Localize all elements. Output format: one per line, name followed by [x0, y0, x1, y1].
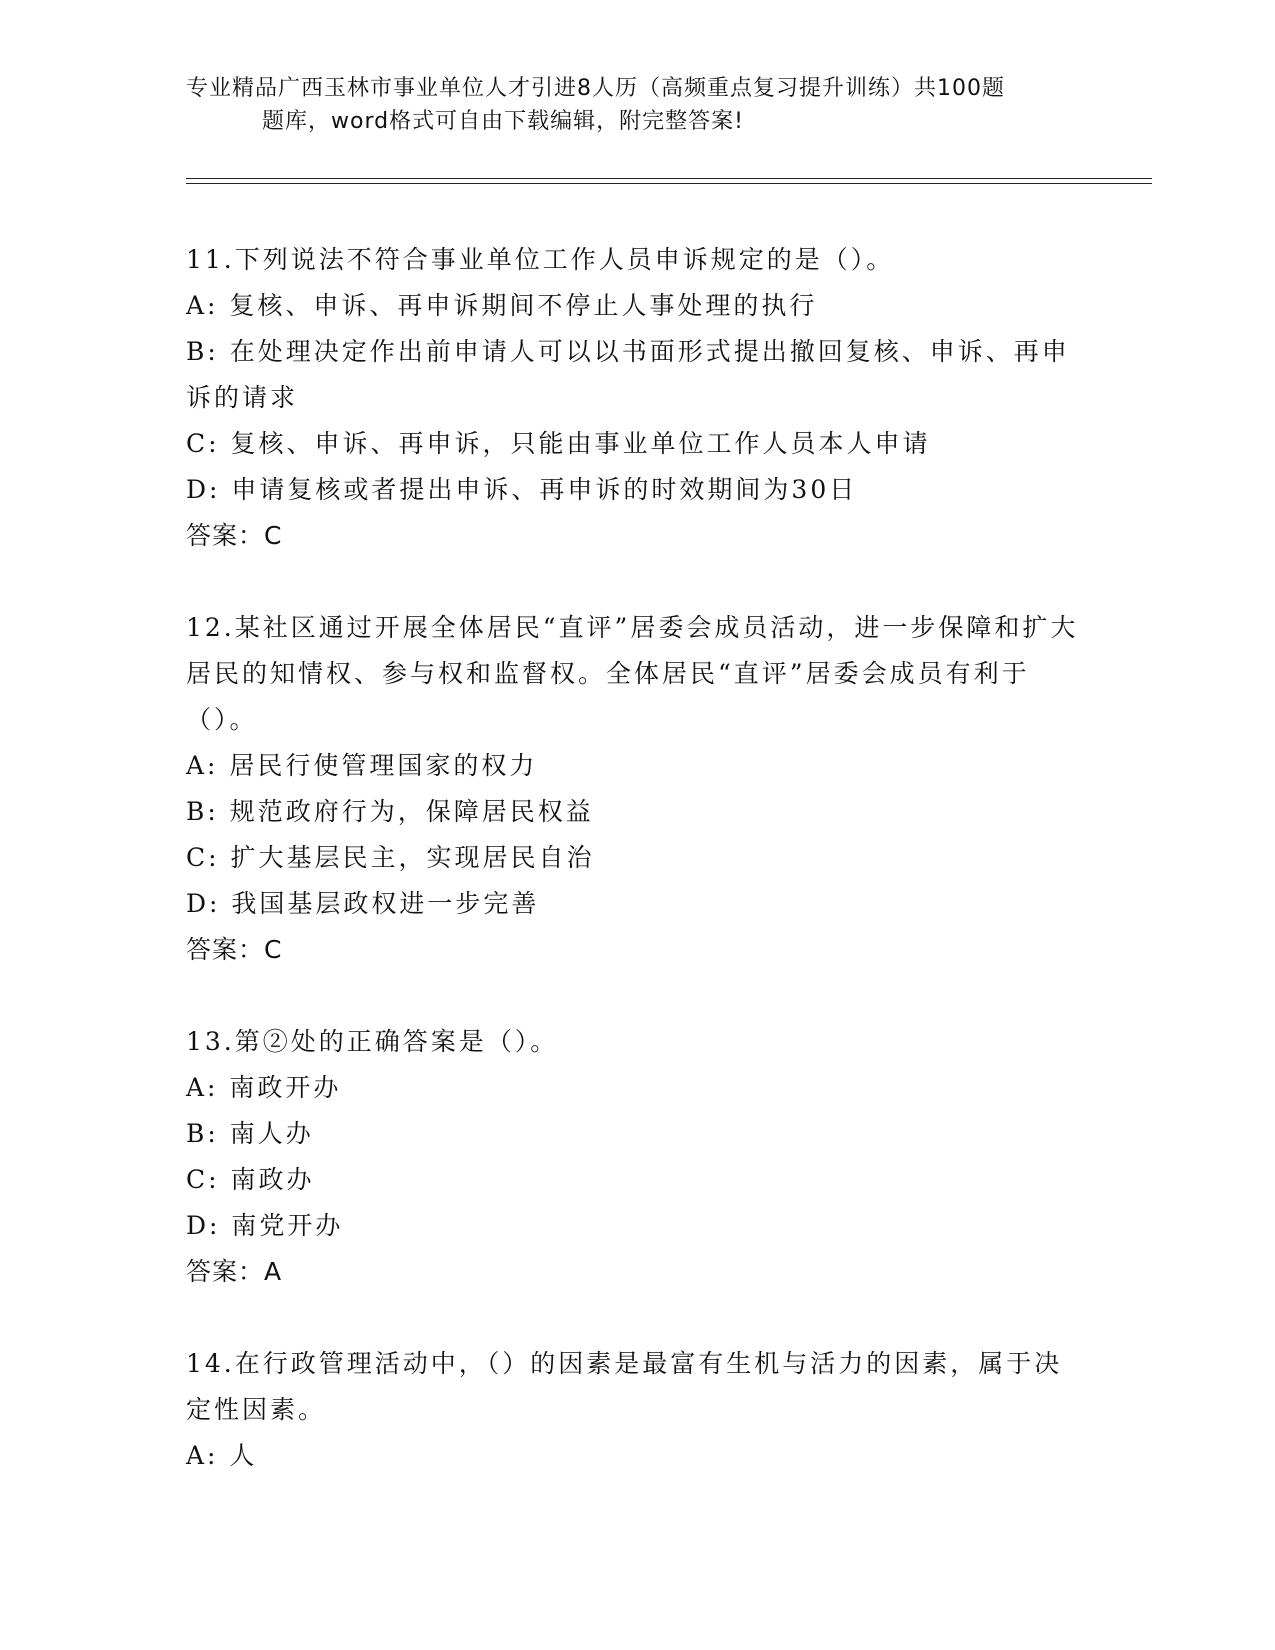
- header-title-line-1: 专业精品广西玉林市事业单位人才引进8人历（高频重点复习提升训练）共100题: [186, 76, 1005, 101]
- option-b: B: 在处理决定作出前申请人可以以书面形式提出撤回复核、申诉、再申诉的请求: [186, 337, 1070, 412]
- option-c: C: 复核、申诉、再申诉，只能由事业单位工作人员本人申请: [186, 429, 931, 458]
- option-c: C: 南政办: [186, 1165, 315, 1194]
- answer: 答案：C: [186, 521, 283, 550]
- header-divider-double: [186, 183, 1152, 184]
- question-text: 14.在行政管理活动中，（）的因素是最富有生机与活力的因素，属于决定性因素。: [186, 1349, 1063, 1424]
- document-header: [186, 72, 1086, 138]
- question-list: [186, 237, 1086, 1525]
- question-12: [186, 605, 1086, 973]
- option-d: D: 南党开办: [186, 1211, 344, 1240]
- question-text: 11.下列说法不符合事业单位工作人员申诉规定的是（）。: [186, 245, 895, 274]
- option-a: A: 人: [186, 1441, 258, 1470]
- option-a: A: 复核、申诉、再申诉期间不停止人事处理的执行: [186, 291, 818, 320]
- question-14: [186, 1341, 1086, 1479]
- header-title-line-2: 题库，word格式可自由下载编辑，附完整答案!: [262, 109, 744, 134]
- option-d: D: 申请复核或者提出申诉、再申诉的时效期间为30日: [186, 475, 858, 504]
- header-divider: [186, 178, 1152, 179]
- answer: 答案：A: [186, 1257, 283, 1286]
- option-b: B: 南人办: [186, 1119, 314, 1148]
- answer: 答案：C: [186, 935, 283, 964]
- question-text: 12.某社区通过开展全体居民“直评”居委会成员活动，进一步保障和扩大居民的知情权、参与权和监督权。全体居民“直评”居委会成员有利于（）。: [186, 613, 1079, 734]
- option-b: B: 规范政府行为，保障居民权益: [186, 797, 594, 826]
- option-a: A: 居民行使管理国家的权力: [186, 751, 538, 780]
- option-a: A: 南政开办: [186, 1073, 342, 1102]
- question-13: [186, 1019, 1086, 1295]
- option-c: C: 扩大基层民主，实现居民自治: [186, 843, 595, 872]
- option-d: D: 我国基层政权进一步完善: [186, 889, 540, 918]
- question-11: [186, 237, 1086, 559]
- question-text: 13.第②处的正确答案是（）。: [186, 1027, 559, 1056]
